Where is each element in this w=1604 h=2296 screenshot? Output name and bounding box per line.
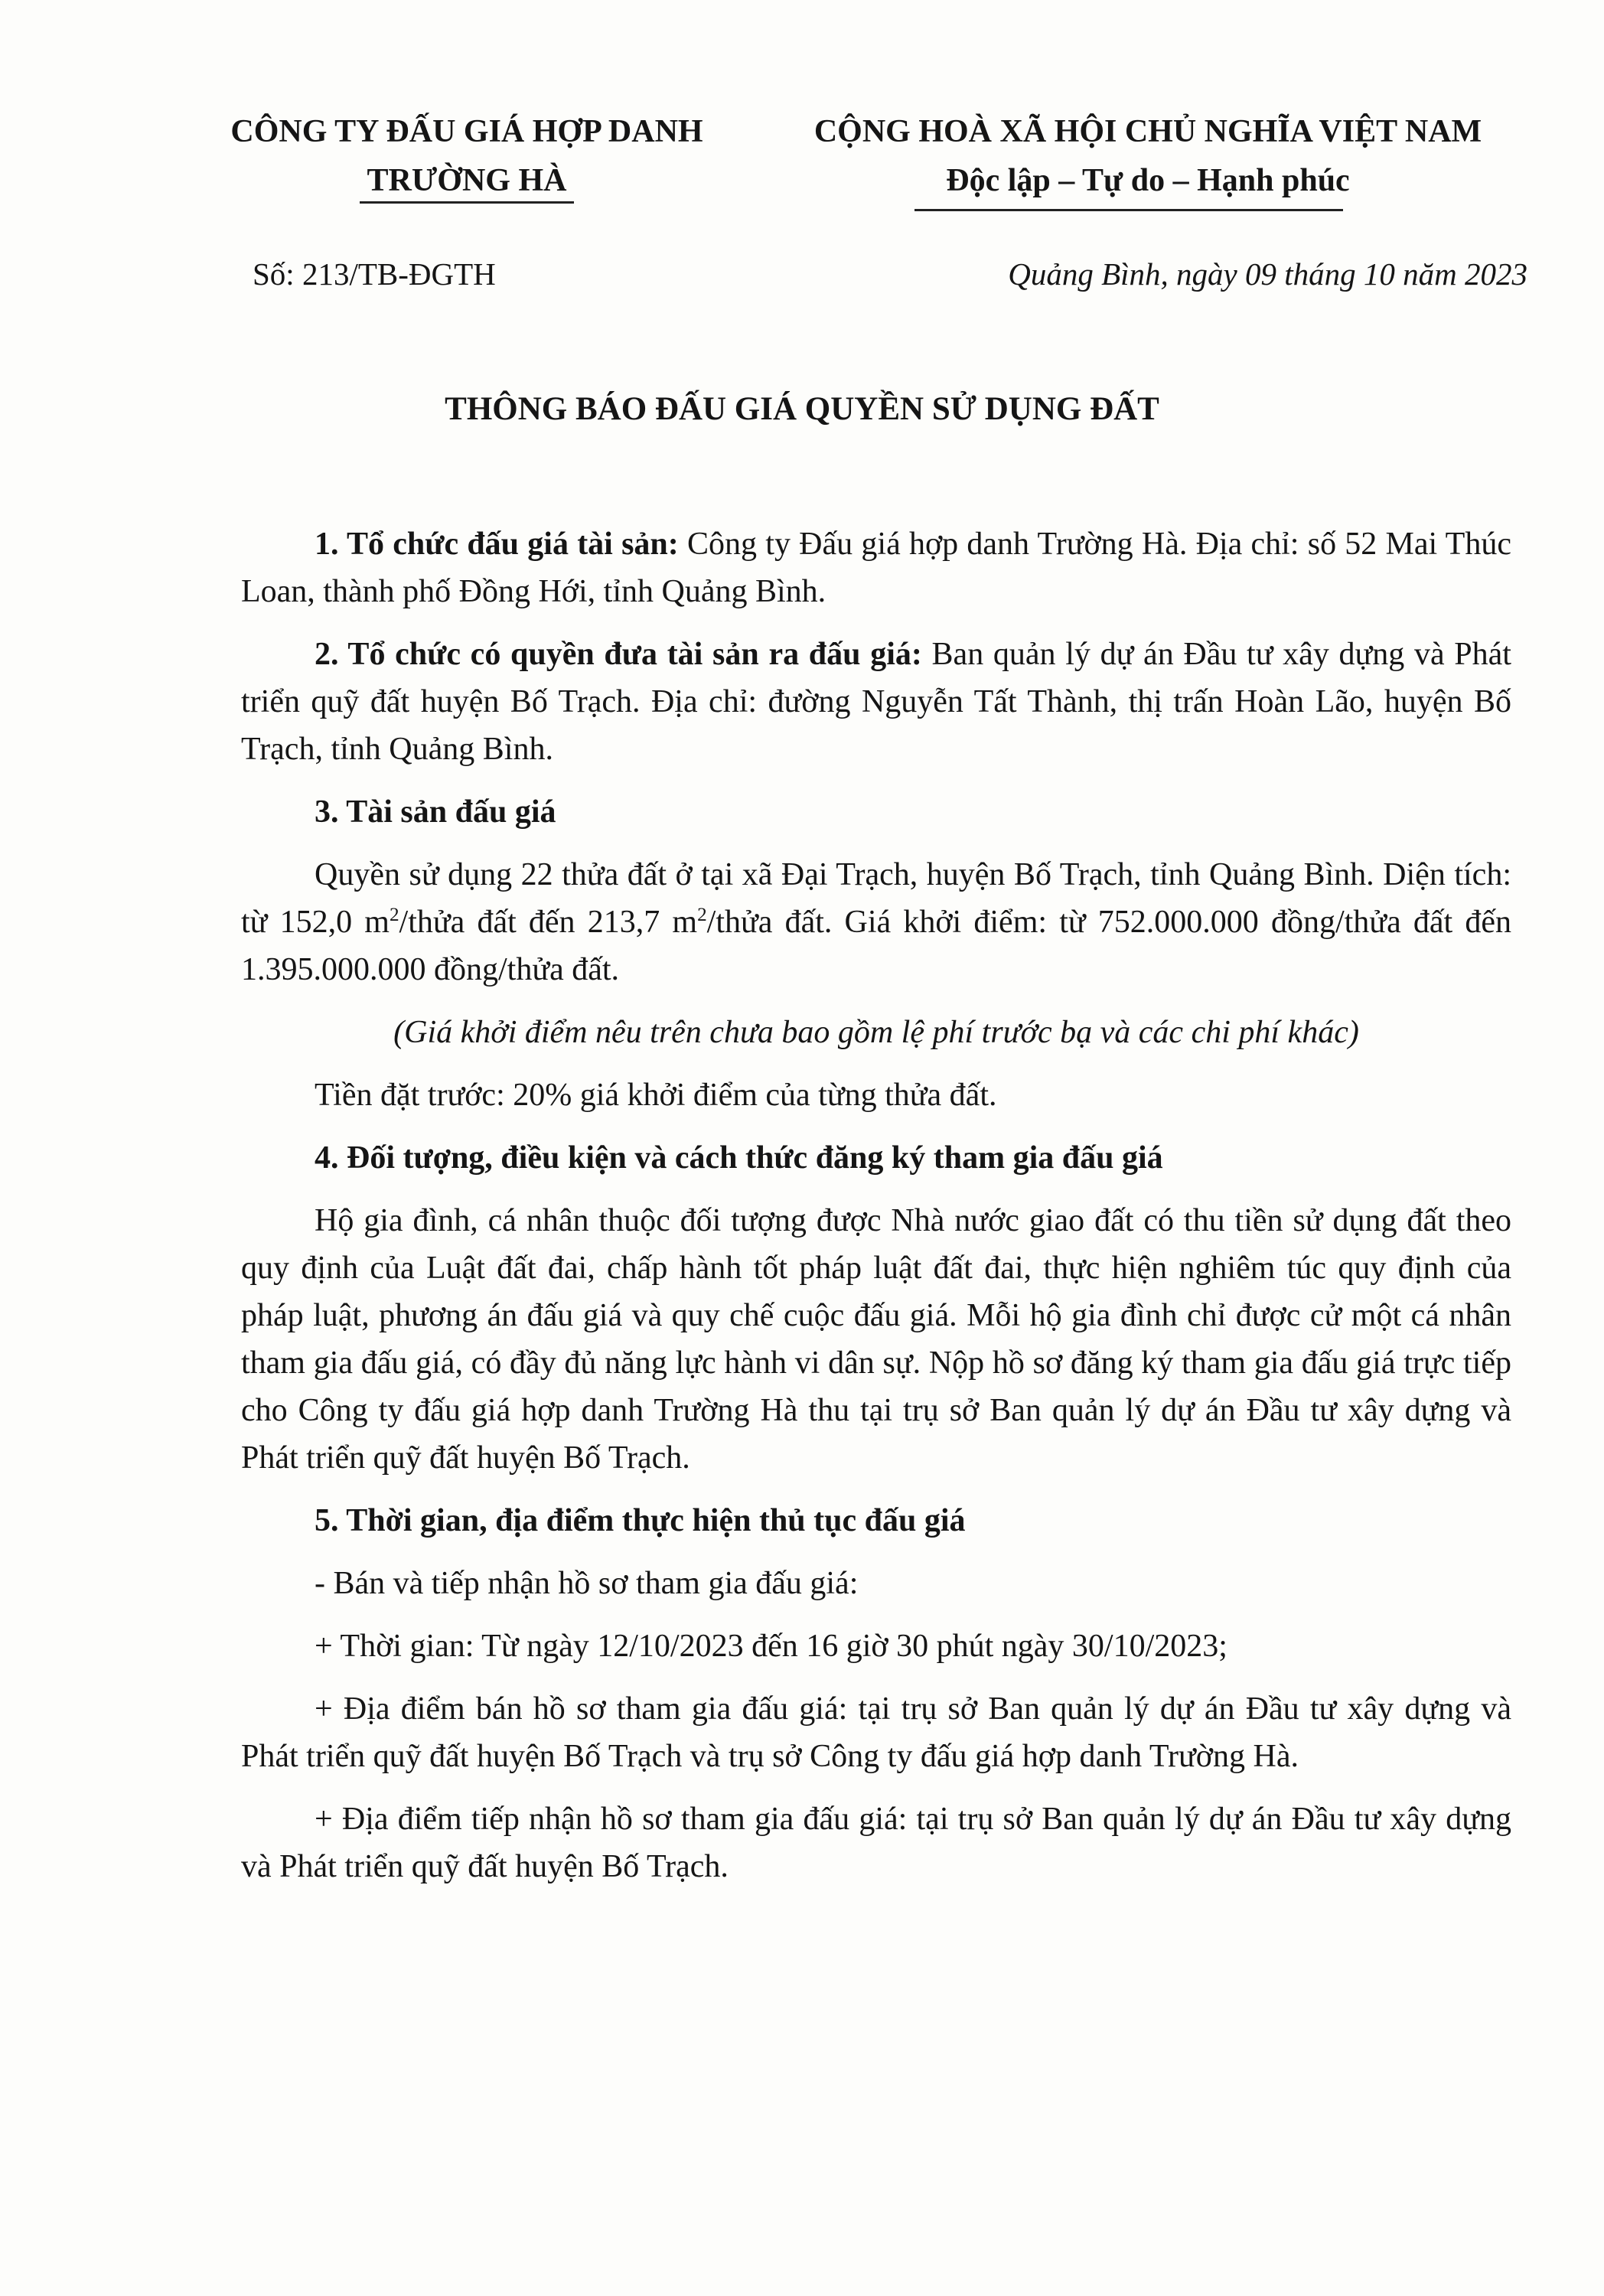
issuer-underline bbox=[360, 201, 574, 204]
issuer-name-line2: TRƯỜNG HÀ bbox=[367, 163, 567, 198]
section-5-line-2: + Thời gian: Từ ngày 12/10/2023 đến 16 giờ 30 phút ngày 30/10/2023; bbox=[315, 1629, 1227, 1664]
asset-text-b: /thửa đất đến 213,7 m bbox=[399, 905, 698, 940]
issuer-block bbox=[176, 107, 758, 205]
section-1 bbox=[241, 520, 1511, 615]
document-date: Quảng Bình, ngày 09 tháng 10 năm 2023 bbox=[1008, 256, 1527, 292]
national-motto: Độc lập – Tự do – Hạnh phúc bbox=[946, 163, 1350, 198]
section-1-label: 1. Tổ chức đấu giá tài sản: bbox=[315, 527, 679, 562]
section-2 bbox=[241, 631, 1511, 773]
price-note: (Giá khởi điểm nêu trên chưa bao gồm lệ phí trước bạ và các chi phí khác) bbox=[393, 1015, 1359, 1050]
area-unit-sup-1: 2 bbox=[389, 905, 399, 925]
area-unit-sup-2: 2 bbox=[697, 905, 707, 925]
section-4-heading: 4. Đối tượng, điều kiện và cách thức đăng ký tham gia đấu giá bbox=[315, 1140, 1163, 1176]
motto-underline bbox=[914, 209, 1343, 211]
issuer-name-line1: CÔNG TY ĐẤU GIÁ HỢP DANH bbox=[230, 114, 703, 149]
section-2-text: Ban quản lý dự án Đầu tư xây dựng và Phát triển quỹ đất huyện Bố Trạch. Địa chỉ: đường Nguyễn Tất Thành, thị trấn Hoàn Lão, huyện Bố Trạch, tỉnh Quảng Bình. bbox=[241, 637, 1511, 767]
deposit-text: Tiền đặt trước: 20% giá khởi điểm của từng thửa đất. bbox=[315, 1078, 997, 1113]
section-1-text: Công ty Đấu giá hợp danh Trường Hà. Địa chỉ: số 52 Mai Thúc Loan, thành phố Đồng Hới, tỉnh Quảng Bình. bbox=[241, 527, 1511, 609]
section-5-heading: 5. Thời gian, địa điểm thực hiện thủ tục đấu giá bbox=[315, 1503, 966, 1538]
section-3-asset-description bbox=[241, 851, 1511, 993]
document-title: THÔNG BÁO ĐẤU GIÁ QUYỀN SỬ DỤNG ĐẤT bbox=[445, 391, 1159, 427]
section-2-label: 2. Tổ chức có quyền đưa tài sản ra đấu giá: bbox=[315, 637, 922, 672]
document-number: Số: 213/TB-ĐGTH bbox=[253, 256, 496, 292]
document-body bbox=[241, 520, 1511, 1906]
section-4-text: Hộ gia đình, cá nhân thuộc đối tượng được Nhà nước giao đất có thu tiền sử dụng đất theo quy định của Luật đất đai, chấp hành tốt pháp luật đất đai, thực hiện nghiêm túc quy định của pháp luật, phương án đấu giá và quy chế cuộc đấu giá. Mỗi hộ gia đình chỉ được cử một cá nhân tham gia đấu giá, có đầy đủ năng lực hành vi dân sự. Nộp hồ sơ đăng ký tham gia đấu giá trực tiếp cho Công ty đấu giá hợp danh Trường Hà thu tại trụ sở Ban quản lý dự án Đầu tư xây dựng và Phát triển quỹ đất huyện Bố Trạch. bbox=[241, 1203, 1511, 1476]
national-heading bbox=[765, 107, 1531, 205]
nation-name: CỘNG HOÀ XÃ HỘI CHỦ NGHĨA VIỆT NAM bbox=[813, 114, 1482, 149]
asset-text-a: Quyền sử dụng 22 thửa đất ở tại xã Đại Trạch, huyện Bố Trạch, tỉnh Quảng Bình. Diện tích: từ 152,0 m bbox=[241, 857, 1511, 940]
section-5-line-1: - Bán và tiếp nhận hồ sơ tham gia đấu giá: bbox=[315, 1566, 859, 1601]
section-3-heading: 3. Tài sản đấu giá bbox=[315, 794, 556, 830]
section-5-line-3: + Địa điểm bán hồ sơ tham gia đấu giá: tại trụ sở Ban quản lý dự án Đầu tư xây dựng và Phát triển quỹ đất huyện Bố Trạch và trụ sở Công ty đấu giá hợp danh Trường Hà. bbox=[241, 1691, 1511, 1774]
asset-text-c: /thửa đất. Giá khởi điểm: từ 752.000.000 đồng/thửa đất đến 1.395.000.000 đồng/thửa đất. bbox=[241, 905, 1511, 987]
section-5-line-4: + Địa điểm tiếp nhận hồ sơ tham gia đấu giá: tại trụ sở Ban quản lý dự án Đầu tư xây dựng và Phát triển quỹ đất huyện Bố Trạch. bbox=[241, 1802, 1511, 1884]
